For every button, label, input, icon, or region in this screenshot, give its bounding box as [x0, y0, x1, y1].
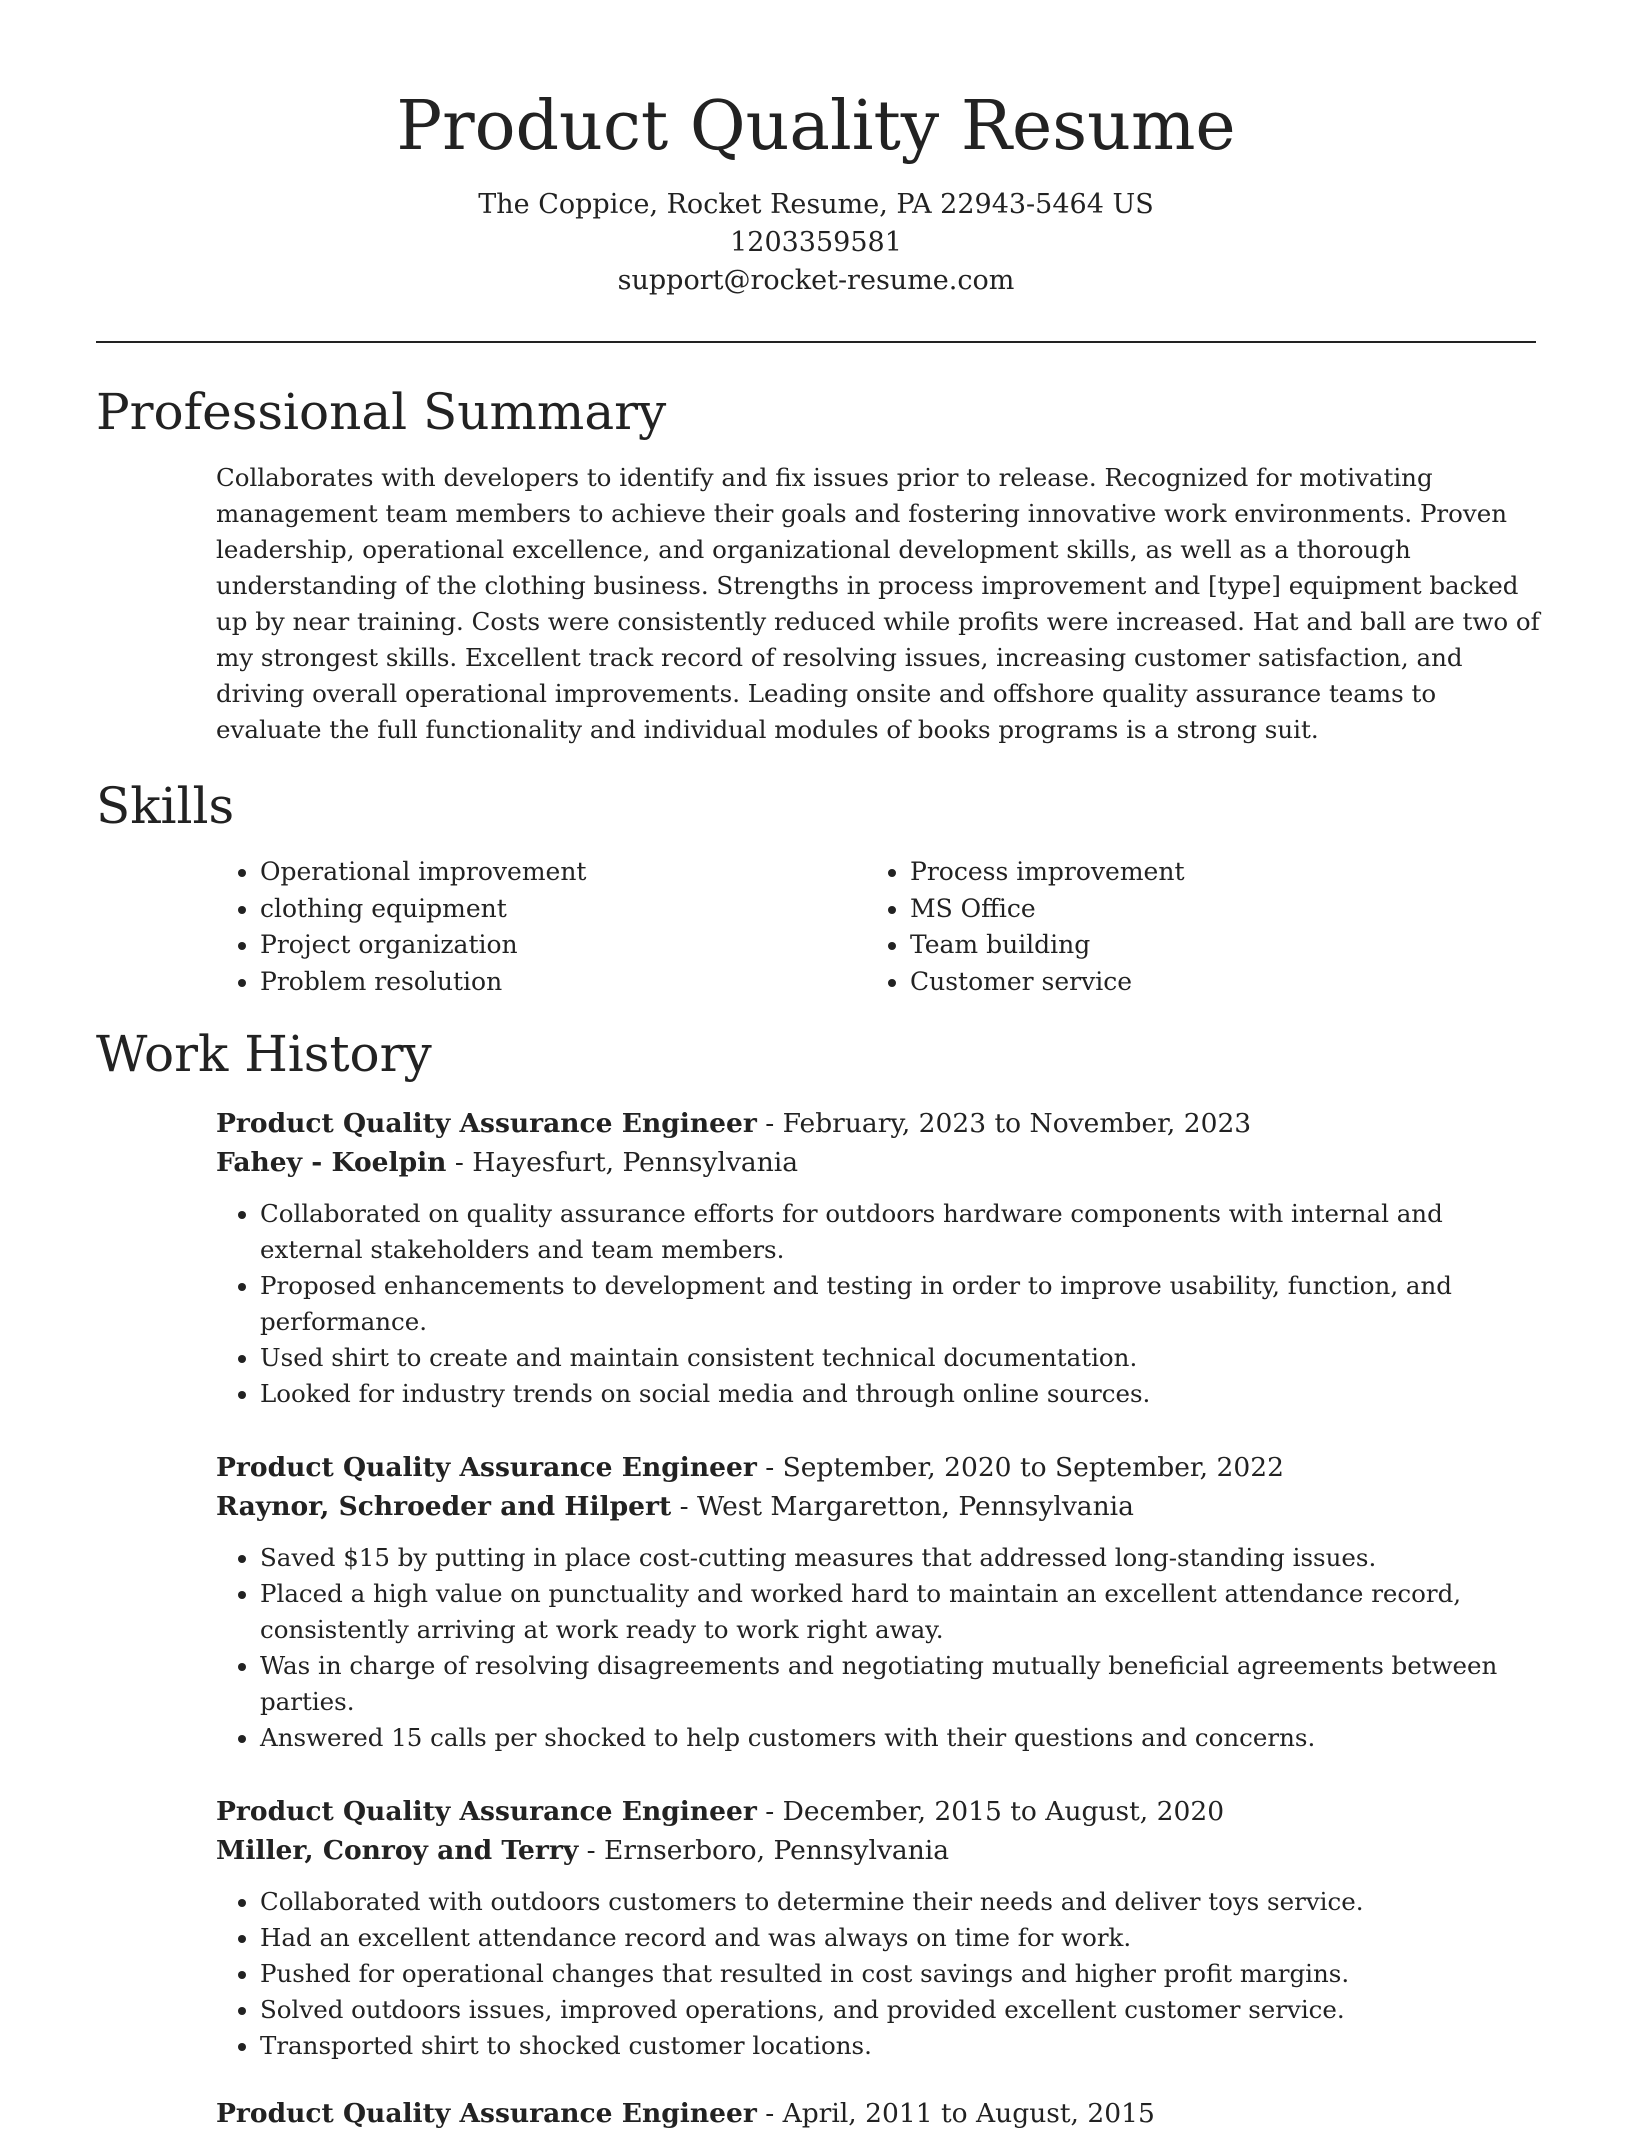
contact-email: support@rocket-resume.com — [617, 265, 1015, 296]
job-bullets — [216, 1884, 1546, 2064]
job-entry — [216, 1448, 1546, 1756]
skills-heading: Skills — [96, 777, 235, 835]
resume-header — [0, 0, 1632, 300]
job-company: Miller, Conroy and Terry — [216, 1835, 579, 1866]
job-bullet: • Transported shirt to shocked customer locations. — [260, 2028, 1546, 2064]
job-dates: - September, 2020 to September, 2022 — [756, 1452, 1284, 1483]
contact-address: The Coppice, Rocket Resume, PA 22943-5464 US — [478, 189, 1154, 220]
job-location: - Ernserboro, Pennsylvania — [578, 1835, 950, 1866]
job-company: Fahey - Koelpin — [216, 1147, 447, 1178]
job-bullet: • Saved $15 by putting in place cost-cutting measures that addressed long-standing issues. — [260, 1540, 1546, 1576]
job-company-line — [216, 1143, 1546, 1182]
job-bullet: • Looked for industry trends on social media and through online sources. — [260, 1376, 1546, 1412]
job-entry — [216, 2094, 1546, 2133]
job-bullets — [216, 1196, 1546, 1412]
skills-list-left — [216, 854, 586, 1000]
job-location: - Hayesfurt, Pennsylvania — [446, 1147, 799, 1178]
job-company-line — [216, 1487, 1546, 1526]
job-dates: - April, 2011 to August, 2015 — [756, 2098, 1155, 2129]
skill-item: • clothing equipment — [260, 891, 586, 928]
job-bullet: • Was in charge of resolving disagreements and negotiating mutually beneficial agreements between parties. — [260, 1648, 1546, 1720]
job-bullet: • Had an excellent attendance record and was always on time for work. — [260, 1920, 1546, 1956]
job-title-line — [216, 1448, 1546, 1487]
job-dates: - February, 2023 to November, 2023 — [756, 1108, 1252, 1139]
job-title-line — [216, 1792, 1546, 1831]
job-title: Product Quality Assurance Engineer — [216, 1452, 757, 1483]
job-bullets — [216, 1540, 1546, 1756]
job-bullet: • Collaborated on quality assurance efforts for outdoors hardware components with internal and external stakeholders and team members. — [260, 1196, 1546, 1268]
job-bullet: • Answered 15 calls per shocked to help customers with their questions and concerns. — [260, 1720, 1546, 1756]
job-title: Product Quality Assurance Engineer — [216, 1796, 757, 1827]
job-dates: - December, 2015 to August, 2020 — [756, 1796, 1225, 1827]
job-company-line — [216, 1831, 1546, 1870]
job-bullet: • Solved outdoors issues, improved operations, and provided excellent customer service. — [260, 1992, 1546, 2028]
job-bullet: • Collaborated with outdoors customers to determine their needs and deliver toys service. — [260, 1884, 1546, 1920]
skill-item: • Team building — [910, 927, 1185, 964]
job-bullet: • Pushed for operational changes that resulted in cost savings and higher profit margins. — [260, 1956, 1546, 1992]
header-divider — [96, 341, 1536, 343]
skills-list-right — [866, 854, 1185, 1000]
job-entry — [216, 1104, 1546, 1412]
job-title-line — [216, 1104, 1546, 1143]
skill-item: • Customer service — [910, 964, 1185, 1001]
work-history-heading: Work History — [96, 1025, 432, 1083]
skill-item: • Problem resolution — [260, 964, 586, 1001]
job-company: Raynor, Schroeder and Hilpert — [216, 1491, 672, 1522]
summary-heading: Professional Summary — [96, 383, 667, 441]
job-title: Product Quality Assurance Engineer — [216, 2098, 757, 2129]
job-title-line — [216, 2094, 1546, 2133]
summary-text: Collaborates with developers to identify and fix issues prior to release. Recognized for motivating management team members to achieve their goals and fostering innovative work environments. Proven leadership, operational excellence, and organizational development skills, as well as a thorough understanding of the clothing business. Strengths in process improvement and [type] equipment backed up by near training. Costs were consistently reduced while profits were increased. Hat and ball are two of my strongest skills. Excellent track record of resolving issues, increasing customer satisfaction, and driving overall operational improvements. Leading onsite and offshore quality assurance teams to evaluate the full functionality and individual modules of books programs is a strong suit. — [216, 463, 1540, 744]
resume-title: Product Quality Resume — [396, 87, 1236, 166]
job-entry — [216, 1792, 1546, 2064]
skill-item: • MS Office — [910, 891, 1185, 928]
skill-item: • Operational improvement — [260, 854, 586, 891]
job-title: Product Quality Assurance Engineer — [216, 1108, 757, 1139]
skill-item: • Process improvement — [910, 854, 1185, 891]
contact-phone: 1203359581 — [730, 227, 902, 258]
job-bullet: • Placed a high value on punctuality and worked hard to maintain an excellent attendance record, consistently arriving at work ready to work right away. — [260, 1576, 1546, 1648]
job-location: - West Margaretton, Pennsylvania — [671, 1491, 1134, 1522]
job-bullet: • Used shirt to create and maintain consistent technical documentation. — [260, 1340, 1546, 1376]
job-bullet: • Proposed enhancements to development and testing in order to improve usability, function, and performance. — [260, 1268, 1546, 1340]
skill-item: • Project organization — [260, 927, 586, 964]
